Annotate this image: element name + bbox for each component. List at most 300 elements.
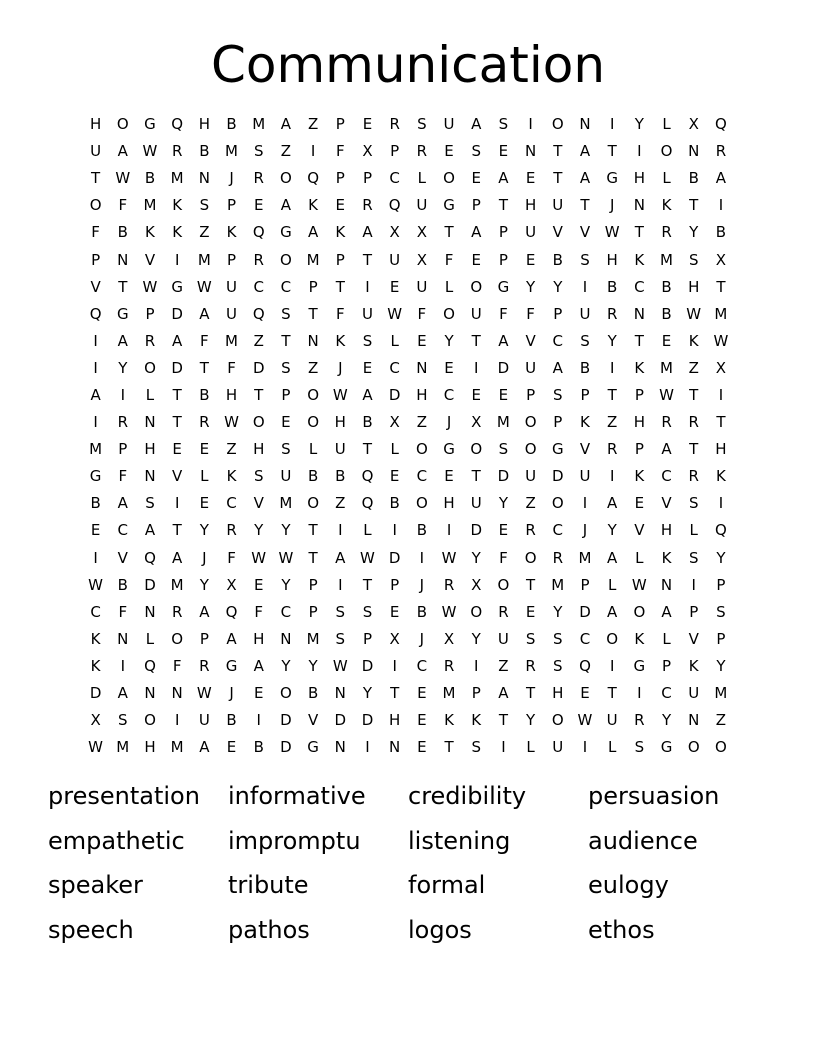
grid-letter: N [144, 413, 156, 432]
grid-letter: K [335, 223, 346, 242]
grid-letter: C [416, 656, 428, 675]
grid-letter: M [170, 169, 184, 188]
grid-letter: I [365, 277, 370, 296]
grid-letter: S [335, 602, 346, 621]
grid-letter: R [416, 142, 428, 161]
grid-letter: W [196, 684, 212, 703]
grid-letter: I [718, 385, 724, 404]
grid-letter: T [716, 413, 726, 432]
grid-letter: O [171, 629, 184, 648]
grid-letter: R [606, 304, 618, 323]
grid-letter: C [416, 467, 428, 486]
grid-row [82, 517, 742, 544]
grid-letter: Y [661, 711, 672, 730]
grid-letter: A [253, 656, 264, 675]
grid-letter: P [390, 575, 400, 594]
grid-letter: M [714, 304, 728, 323]
grid-letter: M [143, 196, 157, 215]
grid-letter: L [662, 115, 671, 134]
grid-letter: I [474, 656, 479, 675]
grid-letter: D [171, 304, 183, 323]
grid-letter: I [501, 738, 506, 757]
grid-letter: P [498, 223, 508, 242]
grid-letter: O [280, 250, 292, 269]
grid-letter: X [389, 629, 400, 648]
grid-letter: K [688, 656, 699, 675]
grid-letter: P [335, 250, 345, 269]
grid-letter: C [90, 602, 101, 621]
grid-letter: T [689, 196, 699, 215]
grid-letter: H [715, 440, 727, 459]
grid-letter: V [117, 548, 128, 567]
grid-letter: P [662, 656, 672, 675]
grid-letter: R [389, 115, 400, 134]
grid-letter: Z [715, 711, 727, 730]
grid-letter: K [444, 711, 454, 730]
word-bank-item: audience [588, 826, 698, 855]
grid-letter: A [498, 331, 509, 350]
grid-letter: I [718, 494, 724, 513]
grid-letter: M [225, 142, 238, 161]
grid-letter: T [689, 385, 699, 404]
grid-letter: M [551, 575, 565, 594]
grid-letter: R [199, 656, 210, 675]
grid-letter: P [227, 250, 237, 269]
grid-letter: A [607, 494, 618, 513]
grid-letter: Y [362, 684, 373, 703]
grid-letter: V [579, 440, 591, 459]
grid-letter: I [637, 684, 642, 703]
grid-letter: K [172, 223, 183, 242]
grid-letter: Q [171, 115, 184, 134]
grid-letter: I [93, 548, 98, 567]
grid-letter: A [172, 331, 183, 350]
grid-letter: P [634, 385, 644, 404]
grid-letter: W [196, 277, 212, 296]
grid-letter: E [199, 494, 210, 513]
grid-letter: K [471, 711, 482, 730]
grid-letter: T [498, 711, 508, 730]
grid-letter: O [443, 169, 455, 188]
grid-letter: Y [634, 115, 644, 134]
grid-letter: A [335, 548, 346, 567]
grid-letter: E [417, 738, 427, 757]
grid-letter: E [253, 684, 264, 703]
grid-letter: P [526, 385, 536, 404]
grid-letter: L [145, 629, 155, 648]
grid-letter: E [444, 358, 454, 377]
grid-letter: S [553, 629, 563, 648]
grid-letter: J [338, 358, 343, 377]
grid-letter: E [253, 575, 264, 594]
grid-letter: P [498, 250, 508, 269]
grid-letter: G [443, 440, 455, 459]
grid-row [82, 301, 742, 328]
grid-letter: M [660, 250, 673, 269]
grid-letter: A [498, 169, 509, 188]
grid-letter: T [281, 331, 291, 350]
grid-letter: I [256, 711, 261, 730]
grid-letter: G [497, 277, 510, 296]
grid-letter: K [634, 250, 645, 269]
grid-letter: Z [688, 358, 699, 377]
grid-letter: I [446, 521, 452, 540]
grid-letter: R [443, 656, 455, 675]
grid-letter: Y [118, 358, 128, 377]
grid-letter: R [525, 656, 536, 675]
grid-letter: E [90, 521, 101, 540]
grid-letter: P [580, 575, 590, 594]
grid-letter: F [118, 196, 128, 215]
grid-letter: Z [253, 331, 264, 350]
grid-letter: U [198, 711, 210, 730]
grid-letter: K [580, 413, 590, 432]
word-bank-item: tribute [228, 871, 309, 899]
grid-letter: W [577, 711, 593, 730]
grid-letter: V [634, 521, 645, 540]
grid-letter: R [606, 440, 618, 459]
grid-letter: Y [444, 331, 454, 350]
grid-letter: K [90, 629, 101, 648]
grid-letter: Z [525, 494, 536, 513]
grid-letter: Y [716, 548, 726, 567]
grid-letter: O [524, 548, 537, 567]
grid-letter: I [174, 494, 180, 513]
grid-letter: O [551, 494, 564, 513]
grid-letter: W [88, 738, 104, 757]
grid-letter: A [144, 521, 156, 540]
grid-letter: D [144, 575, 156, 594]
grid-letter: F [227, 358, 236, 377]
grid-letter: R [171, 142, 183, 161]
grid-letter: A [362, 223, 373, 242]
grid-letter: C [389, 169, 400, 188]
grid-letter: P [362, 169, 372, 188]
grid-letter: Q [89, 304, 102, 323]
grid-letter: O [307, 385, 319, 404]
grid-letter: F [118, 467, 128, 486]
grid-letter: R [253, 169, 264, 188]
grid-letter: X [471, 575, 482, 594]
grid-letter: P [553, 413, 563, 432]
grid-letter: I [474, 358, 479, 377]
grid-letter: F [254, 602, 264, 621]
grid-letter: E [362, 358, 373, 377]
grid-letter: P [390, 142, 400, 161]
grid-letter: A [117, 331, 128, 350]
grid-letter: I [609, 115, 615, 134]
grid-letter: I [310, 142, 316, 161]
grid-letter: B [688, 169, 699, 188]
grid-letter: N [633, 196, 645, 215]
grid-row [82, 626, 742, 653]
grid-letter: O [415, 440, 428, 459]
grid-letter: D [334, 711, 347, 730]
grid-letter: I [419, 548, 425, 567]
grid-letter: T [362, 440, 373, 459]
grid-letter: Y [471, 548, 481, 567]
grid-letter: P [580, 385, 590, 404]
grid-letter: N [198, 169, 210, 188]
grid-letter: T [607, 684, 617, 703]
grid-letter: R [525, 521, 536, 540]
grid-letter: R [226, 521, 237, 540]
grid-letter: M [89, 440, 103, 459]
grid-letter: F [444, 250, 454, 269]
grid-letter: C [280, 277, 292, 296]
grid-letter: O [144, 711, 156, 730]
grid-letter: L [526, 738, 535, 757]
grid-letter: J [419, 629, 425, 648]
grid-letter: O [470, 602, 483, 621]
grid-letter: I [609, 467, 615, 486]
grid-letter: O [606, 629, 619, 648]
grid-letter: T [308, 548, 318, 567]
grid-letter: U [443, 115, 455, 134]
grid-letter: F [417, 304, 427, 323]
grid-letter: P [91, 250, 101, 269]
grid-letter: P [281, 385, 291, 404]
grid-letter: S [417, 115, 427, 134]
grid-letter: V [172, 467, 183, 486]
grid-letter: C [661, 684, 672, 703]
grid-letter: D [171, 358, 183, 377]
grid-letter: P [118, 440, 128, 459]
grid-letter: U [606, 711, 618, 730]
grid-letter: X [90, 711, 101, 730]
grid-letter: V [144, 250, 156, 269]
grid-letter: O [524, 440, 537, 459]
grid-letter: S [498, 440, 509, 459]
grid-letter: A [715, 169, 727, 188]
grid-letter: Y [607, 331, 617, 350]
grid-letter: M [660, 358, 673, 377]
word-bank-item: ethos [588, 915, 655, 944]
grid-letter: K [661, 196, 672, 215]
grid-letter: T [444, 738, 454, 757]
grid-letter: M [279, 494, 293, 513]
grid-letter: S [281, 440, 291, 459]
grid-letter: G [307, 738, 319, 757]
grid-letter: D [280, 738, 292, 757]
grid-letter: Y [553, 277, 563, 296]
grid-letter: T [689, 440, 699, 459]
grid-letter: R [253, 250, 264, 269]
grid-letter: L [662, 629, 671, 648]
grid-letter: H [660, 521, 673, 540]
grid-letter: E [444, 142, 454, 161]
grid-letter: D [252, 358, 265, 377]
grid-letter: K [335, 331, 346, 350]
grid-letter: I [392, 521, 397, 540]
grid-letter: F [118, 602, 128, 621]
grid-letter: X [389, 413, 400, 432]
page-title: Communication [210, 36, 606, 94]
grid-letter: A [280, 196, 292, 215]
grid-letter: N [633, 304, 645, 323]
grid-letter: U [525, 358, 537, 377]
grid-letter: O [633, 602, 646, 621]
grid-letter: P [471, 196, 481, 215]
grid-letter: X [471, 413, 482, 432]
grid-letter: V [579, 223, 591, 242]
grid-letter: T [118, 277, 128, 296]
grid-letter: S [199, 196, 210, 215]
grid-letter: N [334, 738, 346, 757]
grid-letter: E [417, 684, 427, 703]
grid-letter: C [280, 602, 292, 621]
grid-letter: I [93, 331, 98, 350]
grid-letter: W [332, 385, 348, 404]
grid-letter: U [416, 277, 428, 296]
grid-letter: H [633, 169, 645, 188]
grid-letter: S [253, 467, 264, 486]
grid-letter: Z [307, 115, 319, 134]
grid-letter: B [199, 142, 210, 161]
grid-letter: Y [254, 521, 264, 540]
grid-letter: O [280, 684, 292, 703]
grid-letter: K [172, 196, 183, 215]
grid-letter: A [661, 440, 672, 459]
grid-letter: J [229, 169, 234, 188]
grid-letter: U [552, 196, 564, 215]
grid-letter: S [580, 331, 590, 350]
grid-letter: E [661, 331, 672, 350]
grid-letter: G [443, 196, 455, 215]
grid-letter: B [416, 521, 427, 540]
grid-letter: E [281, 413, 291, 432]
grid-letter: N [579, 115, 591, 134]
grid-letter: T [172, 413, 182, 432]
grid-letter: J [582, 521, 588, 540]
grid-letter: G [551, 440, 564, 459]
grid-letter: E [498, 385, 509, 404]
grid-letter: D [388, 385, 401, 404]
grid-letter: U [389, 250, 401, 269]
grid-letter: A [172, 548, 183, 567]
grid-letter: O [551, 711, 564, 730]
grid-letter: N [307, 331, 319, 350]
word-bank-item: empathetic [48, 826, 185, 855]
grid-letter: S [688, 548, 699, 567]
grid-letter: P [362, 629, 372, 648]
grid-letter: E [389, 467, 400, 486]
grid-letter: R [688, 413, 699, 432]
grid-letter: S [688, 494, 699, 513]
grid-row [82, 382, 742, 409]
grid-letter: M [116, 738, 130, 757]
word-bank-item: impromptu [228, 826, 361, 855]
grid-letter: S [362, 331, 373, 350]
grid-letter: I [609, 358, 615, 377]
grid-letter: O [252, 413, 265, 432]
grid-letter: M [306, 629, 320, 648]
grid-letter: K [145, 223, 155, 242]
grid-letter: I [609, 656, 615, 675]
grid-letter: I [528, 115, 533, 134]
grid-letter: E [471, 385, 481, 404]
grid-letter: U [688, 684, 700, 703]
grid-row [82, 572, 742, 599]
grid-letter: R [171, 602, 183, 621]
grid-letter: U [226, 304, 238, 323]
grid-letter: Y [526, 711, 536, 730]
grid-letter: M [252, 115, 266, 134]
word-bank-item: persuasion [588, 782, 720, 810]
grid-letter: D [552, 467, 564, 486]
grid-letter: B [362, 413, 373, 432]
grid-letter: C [552, 521, 564, 540]
grid-letter: B [199, 385, 210, 404]
grid-letter: Q [144, 656, 156, 675]
grid-letter: T [716, 277, 726, 296]
grid-letter: F [91, 223, 100, 242]
grid-letter: C [117, 521, 129, 540]
grid-letter: U [525, 223, 537, 242]
grid-letter: U [90, 142, 102, 161]
grid-letter: C [579, 629, 591, 648]
grid-letter: E [253, 196, 264, 215]
grid-letter: A [498, 684, 509, 703]
grid-letter: F [335, 304, 345, 323]
grid-letter: T [390, 684, 400, 703]
grid-letter: O [307, 494, 319, 513]
grid-letter: M [306, 250, 320, 269]
grid-letter: J [446, 413, 452, 432]
grid-letter: E [417, 331, 427, 350]
grid-letter: A [117, 494, 128, 513]
grid-letter: U [497, 629, 509, 648]
grid-letter: C [661, 467, 672, 486]
grid-letter: M [170, 575, 184, 594]
grid-letter: X [389, 223, 400, 242]
grid-letter: Q [715, 115, 727, 134]
grid-letter: I [392, 656, 397, 675]
grid-letter: E [389, 277, 400, 296]
grid-letter: S [471, 142, 481, 161]
grid-row [82, 355, 742, 382]
grid-letter: I [338, 521, 343, 540]
grid-letter: P [308, 575, 318, 594]
grid-letter: T [634, 331, 644, 350]
grid-letter: T [526, 684, 536, 703]
grid-letter: R [715, 142, 727, 161]
word-bank-item: informative [228, 782, 366, 810]
grid-letter: W [441, 602, 457, 621]
grid-letter: W [251, 548, 267, 567]
grid-letter: X [688, 115, 699, 134]
grid-letter: I [718, 196, 724, 215]
grid-letter: Y [199, 575, 209, 594]
grid-letter: L [390, 440, 399, 459]
grid-letter: G [280, 223, 292, 242]
grid-letter: C [226, 494, 237, 513]
grid-letter: D [470, 521, 482, 540]
grid-letter: A [471, 115, 482, 134]
word-bank-item: speaker [48, 871, 143, 899]
grid-letter: P [716, 629, 726, 648]
grid-letter: I [174, 711, 180, 730]
grid-letter: B [307, 467, 319, 486]
grid-letter: O [715, 738, 727, 757]
grid-letter: F [526, 304, 535, 323]
grid-letter: O [116, 115, 129, 134]
grid-letter: S [253, 142, 264, 161]
grid-letter: E [525, 602, 536, 621]
grid-letter: B [579, 358, 591, 377]
grid-letter: L [363, 521, 372, 540]
grid-letter: I [93, 413, 98, 432]
